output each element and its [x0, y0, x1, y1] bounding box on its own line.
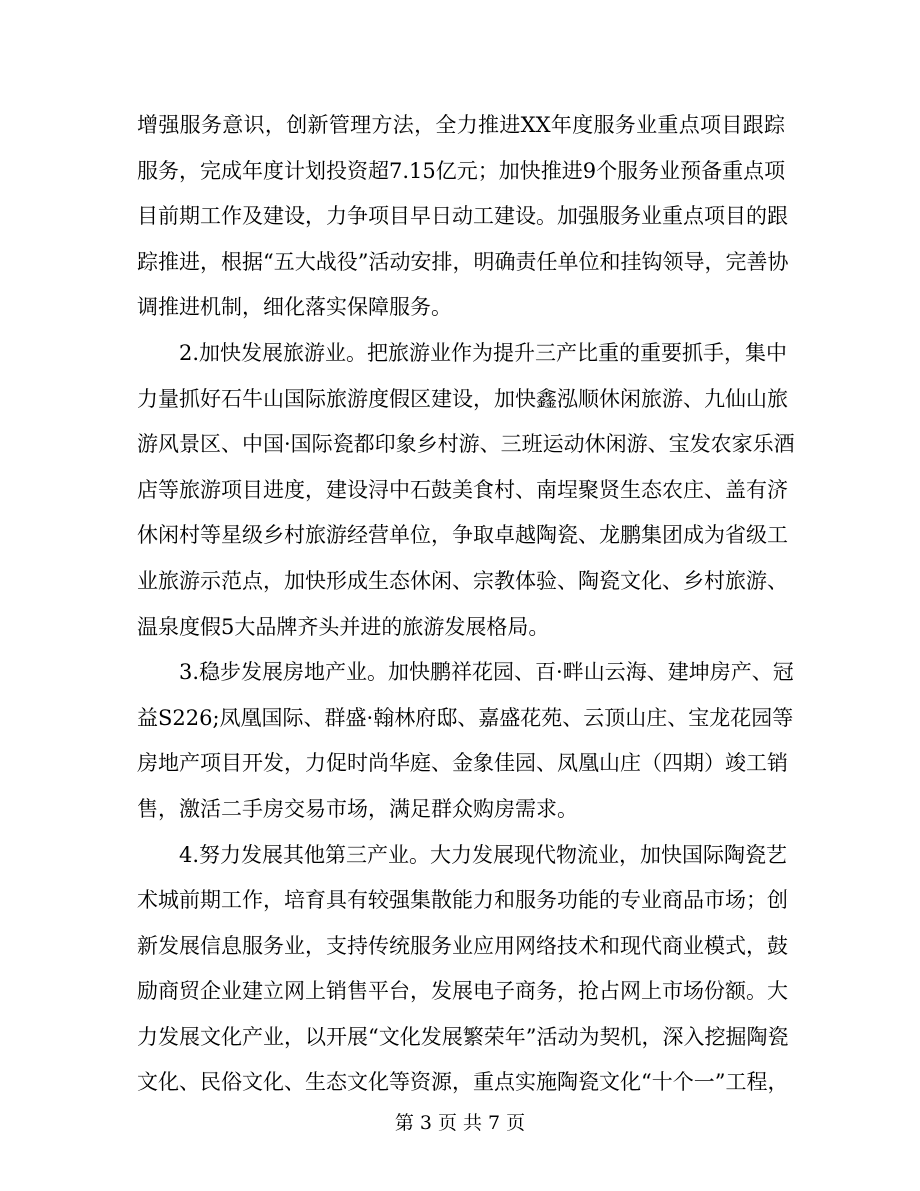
text-line: 业旅游示范点，加快形成生态休闲、宗教体验、陶瓷文化、乡村旅游、 [137, 568, 788, 593]
text-line: 售，激活二手房交易市场，满足群众购房需求。 [137, 796, 578, 821]
text-line: 增强服务意识，创新管理方法，全力推进XX年度服务业重点项目跟踪 [137, 113, 785, 137]
page-number-footer: 第 3 页 共 7 页 [394, 1112, 526, 1134]
text-line: 力量抓好石牛山国际旅游度假区建设，加快鑫泓顺休闲旅游、九仙山旅 [137, 386, 788, 411]
text-line: 文化、民俗文化、生态文化等资源，重点实施陶瓷文化“十个一”工程， [137, 1070, 789, 1095]
text-line: 2.加快发展旅游业。把旅游业作为提升三产比重的重要抓手，集中 [179, 340, 788, 365]
text-line: 励商贸企业建立网上销售平台，发展电子商务，抢占网上市场份额。大 [137, 979, 788, 1004]
text-line: 房地产项目开发，力促时尚华庭、金象佳园、凤凰山庄（四期）竣工销 [137, 751, 788, 776]
text-line: 游风景区、中国·国际瓷都印象乡村游、三班运动休闲游、宝发农家乐酒 [137, 432, 795, 457]
text-line: 4.努力发展其他第三产业。大力发展现代物流业，加快国际陶瓷艺 [179, 842, 788, 867]
text-line: 店等旅游项目进度，建设浔中石鼓美食村、南埕聚贤生态农庄、盖有济 [137, 477, 788, 502]
text-line: 益S226;凤凰国际、群盛·翰林府邸、嘉盛花苑、云顶山庄、宝龙花园等 [137, 705, 794, 730]
text-line: 服务，完成年度计划投资超7.15亿元；加快推进9个服务业预备重点项 [137, 158, 786, 183]
body-text [137, 103, 795, 1106]
text-line: 3.稳步发展房地产业。加快鹏祥花园、百·畔山云海、建坤房产、冠 [179, 660, 794, 685]
text-line: 温泉度假5大品牌齐头并进的旅游发展格局。 [137, 614, 550, 639]
text-line: 调推进机制，细化落实保障服务。 [137, 295, 452, 320]
text-line: 踪推进，根据“五大战役”活动安排，明确责任单位和挂钩领导，完善协 [137, 249, 789, 274]
text-line: 目前期工作及建设，力争项目早日动工建设。加强服务业重点项目的跟 [137, 204, 788, 229]
text-line: 休闲村等星级乡村旅游经营单位，争取卓越陶瓷、龙鹏集团成为省级工 [137, 523, 788, 548]
text-line: 术城前期工作，培育具有较强集散能力和服务功能的专业商品市场；创 [137, 888, 788, 913]
text-line: 力发展文化产业，以开展“文化发展繁荣年”活动为契机，深入挖掘陶瓷 [137, 1024, 789, 1049]
text-line: 新发展信息服务业，支持传统服务业应用网络技术和现代商业模式，鼓 [137, 933, 788, 958]
